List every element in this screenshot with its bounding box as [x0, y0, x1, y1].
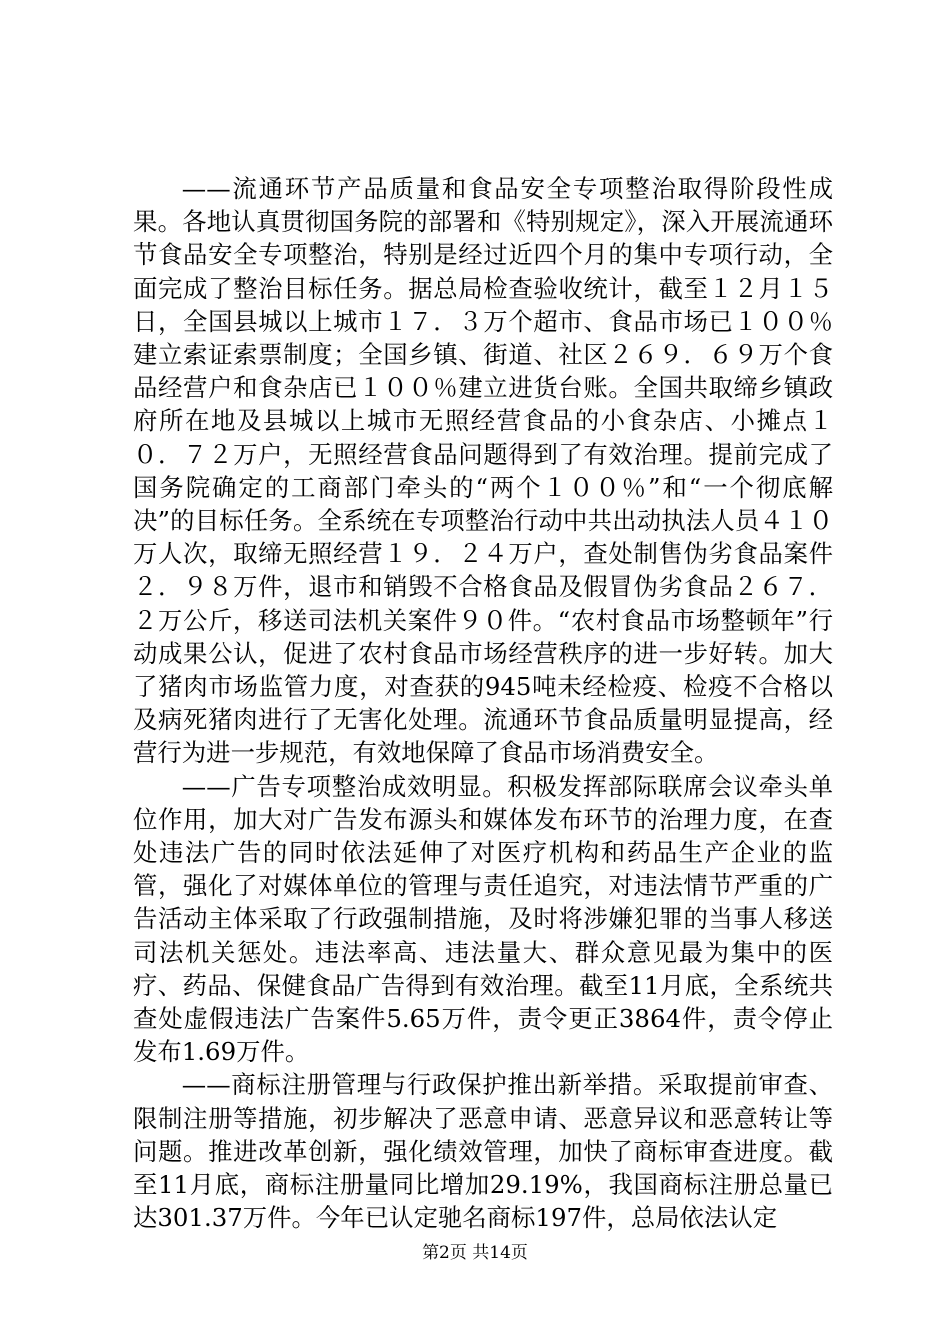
- page-footer: 第2页 共14页: [422, 1243, 528, 1263]
- paragraph-food-safety: ——流通环节产品质量和食品安全专项整治取得阶段性成果。各地认真贯彻国务院的部署和《特别规定》，深入开展流通环节食品安全专项整治，特别是经过近四个月的集中专项行动，全面完成了整治目标任务。据总局检查验收统计，截至１２月１５日，全国县城以上城市１７．３万个超市、食品市场已１００％建立索证索票制度；全国乡镇、街道、社区２６９．６９万个食品经营户和食杂店已１００％建立进货台账。全国共取缔乡镇政府所在地及县城以上城市无照经营食品的小食杂店、小摊点１０．７２万户，无照经营食品问题得到了有效治理。提前完成了国务院确定的工商部门牵头的“两个１００％”和“一个彻底解决”的目标任务。全系统在专项整治行动中共出动执法人员４１０万人次，取缔无照经营１９．２４万户，查处制售伪劣食品案件２．９８万件，退市和销毁不合格食品及假冒伪劣食品２６７．２万公斤，移送司法机关案件９０件。“农村食品市场整顿年”行动成果公认，促进了农村食品市场经营秩序的进一步好转。加大了猪肉市场监管力度，对查获的945吨未经检疫、检疫不合格以及病死猪肉进行了无害化处理。流通环节食品质量明显提高，经营行为进一步规范，有效地保障了食品市场消费安全。: [133, 174, 833, 768]
- paragraph-advertising: ——广告专项整治成效明显。积极发挥部际联席会议牵头单位作用，加大对广告发布源头和媒体发布环节的治理力度，在查处违法广告的同时依法延伸了对医疗机构和药品生产企业的监管，强化了对媒体单位的管理与责任追究，对违法情节严重的广告活动主体采取了行政强制措施，及时将涉嫌犯罪的当事人移送司法机关惩处。违法率高、违法量大、群众意见最为集中的医疗、药品、保健食品广告得到有效治理。截至11月底，全系统共查处虚假违法广告案件5.65万件，责令更正3864件，责令停止发布1.69万件。: [133, 771, 833, 1067]
- paragraph-trademark: ——商标注册管理与行政保护推出新举措。采取提前审查、限制注册等措施，初步解决了恶意申请、恶意异议和恶意转让等问题。推进改革创新，强化绩效管理，加快了商标审查进度。截至11月底，商标注册量同比增加29.19%，我国商标注册总量已达301.37万件。今年已认定驰名商标197件，总局依法认定: [133, 1070, 833, 1233]
- body-text: [133, 172, 833, 1235]
